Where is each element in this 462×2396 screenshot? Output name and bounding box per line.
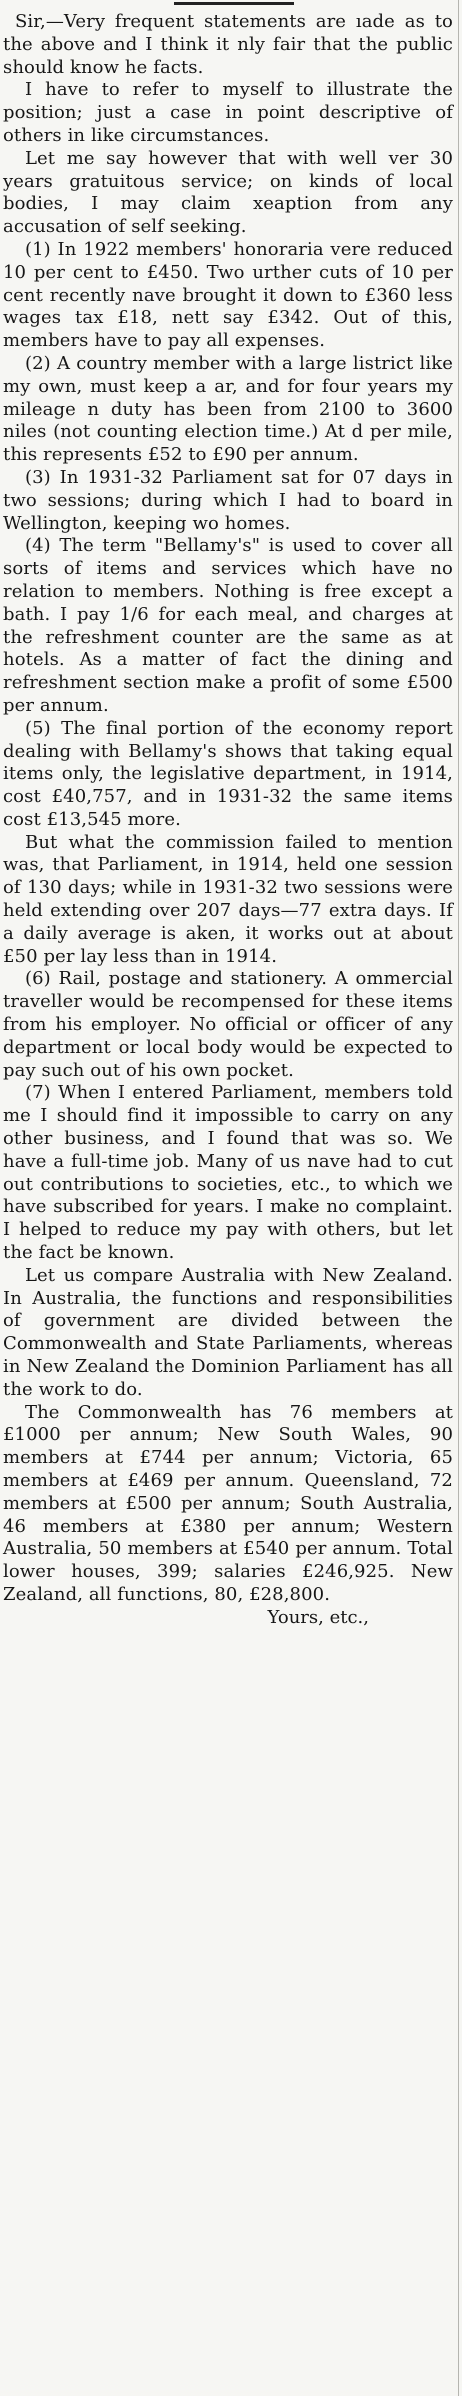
point-3-paragraph: (3) In 1931-32 Parliament sat for 07 days in two sessions; during which I had to board in Wellington, keeping wo homes. (3, 466, 453, 534)
column-rule (458, 0, 459, 2396)
point-2-paragraph: (2) A country member with a large listrict like my own, must keep a ar, and for four years my mileage n duty has been from 2100 to 3600 niles (not counting election time.) At d per mile, this represents £52 to £90 per annum. (3, 352, 453, 466)
letter-body (3, 0, 453, 1630)
body-paragraph: I have to refer to myself to illustrate the position; just a case in point descriptive of others in like circumstances. (3, 79, 453, 146)
headline-rule (174, 2, 294, 5)
point-4-paragraph: (4) The term "Bellamy's" is used to cover all sorts of items and services which have no relation to members. Nothing is free except a bath. I pay 1/6 for each meal, and charges at the refreshment counter are the same as at hotels. As a matter of fact the dining and refreshment section make a profit of some £500 per annum. (3, 535, 453, 716)
point-7-paragraph: (7) When I entered Parliament, members told me I should find it impossible to carry on any other business, and I found that was so. We have a full-time job. Many of us nave had to cut out contributions to societies, etc., to which we have subscribed for years. I make no complaint. I helped to reduce my pay with others, but let the fact be known. (3, 1082, 453, 1264)
body-paragraph: Let me say however that with well ver 30 years gratuitous service; on kinds of local bodies, I may claim xeaption from any accusation of self seeking. (3, 147, 453, 238)
point-1-paragraph: (1) In 1922 members' honoraria vere reduced 10 per cent to £450. Two urther cuts of 10 per cent recently nave brought it down to £360 less wages tax £18, nett say £342. Out of this, members have to pay all expenses. (3, 238, 453, 352)
salutation-paragraph: Sir,—Very frequent statements are ıade as to the above and I think it nly fair that the public should know he facts. (3, 11, 453, 78)
signoff: Yours, etc., (267, 1606, 369, 1628)
body-paragraph: But what the commission failed to mention was, that Parliament, in 1914, held one session of 130 days; while in 1931-32 two sessions were held extending over 207 days—77 extra days. If a daily average is aken, it works out at about £50 per lay less than in 1914. (3, 831, 453, 967)
salaries-paragraph: The Commonwealth has 76 members at £1000 per annum; New South Wales, 90 members at £744 per annum; Victoria, 65 members at £469 per annum. Queensland, 72 members at £500 per annum; South Australia, 46 members at £380 per annum; Western Australia, 50 members at £540 per annum. Total lower houses, 399; salaries £246,925. New Zealand, all functions, 80, £28,800. (3, 1401, 453, 1605)
comparison-paragraph: Let us compare Australia with New Zealand. In Australia, the functions and responsibilities of government are divided between the Commonwealth and State Parliaments, whereas in New Zealand the Dominion Parliament has all the work to do. (3, 1264, 453, 1400)
point-6-paragraph: (6) Rail, postage and stationery. A ommercial traveller would be recompensed for these items from his employer. No official or officer of any department or local body would be expected to pay such out of his own pocket. (3, 968, 453, 1081)
point-5-paragraph: (5) The final portion of the economy report dealing with Bellamy's shows that taking equal items only, the legislative department, in 1914, cost £40,757, and in 1931-32 the same items cost £13,545 more. (3, 717, 453, 830)
